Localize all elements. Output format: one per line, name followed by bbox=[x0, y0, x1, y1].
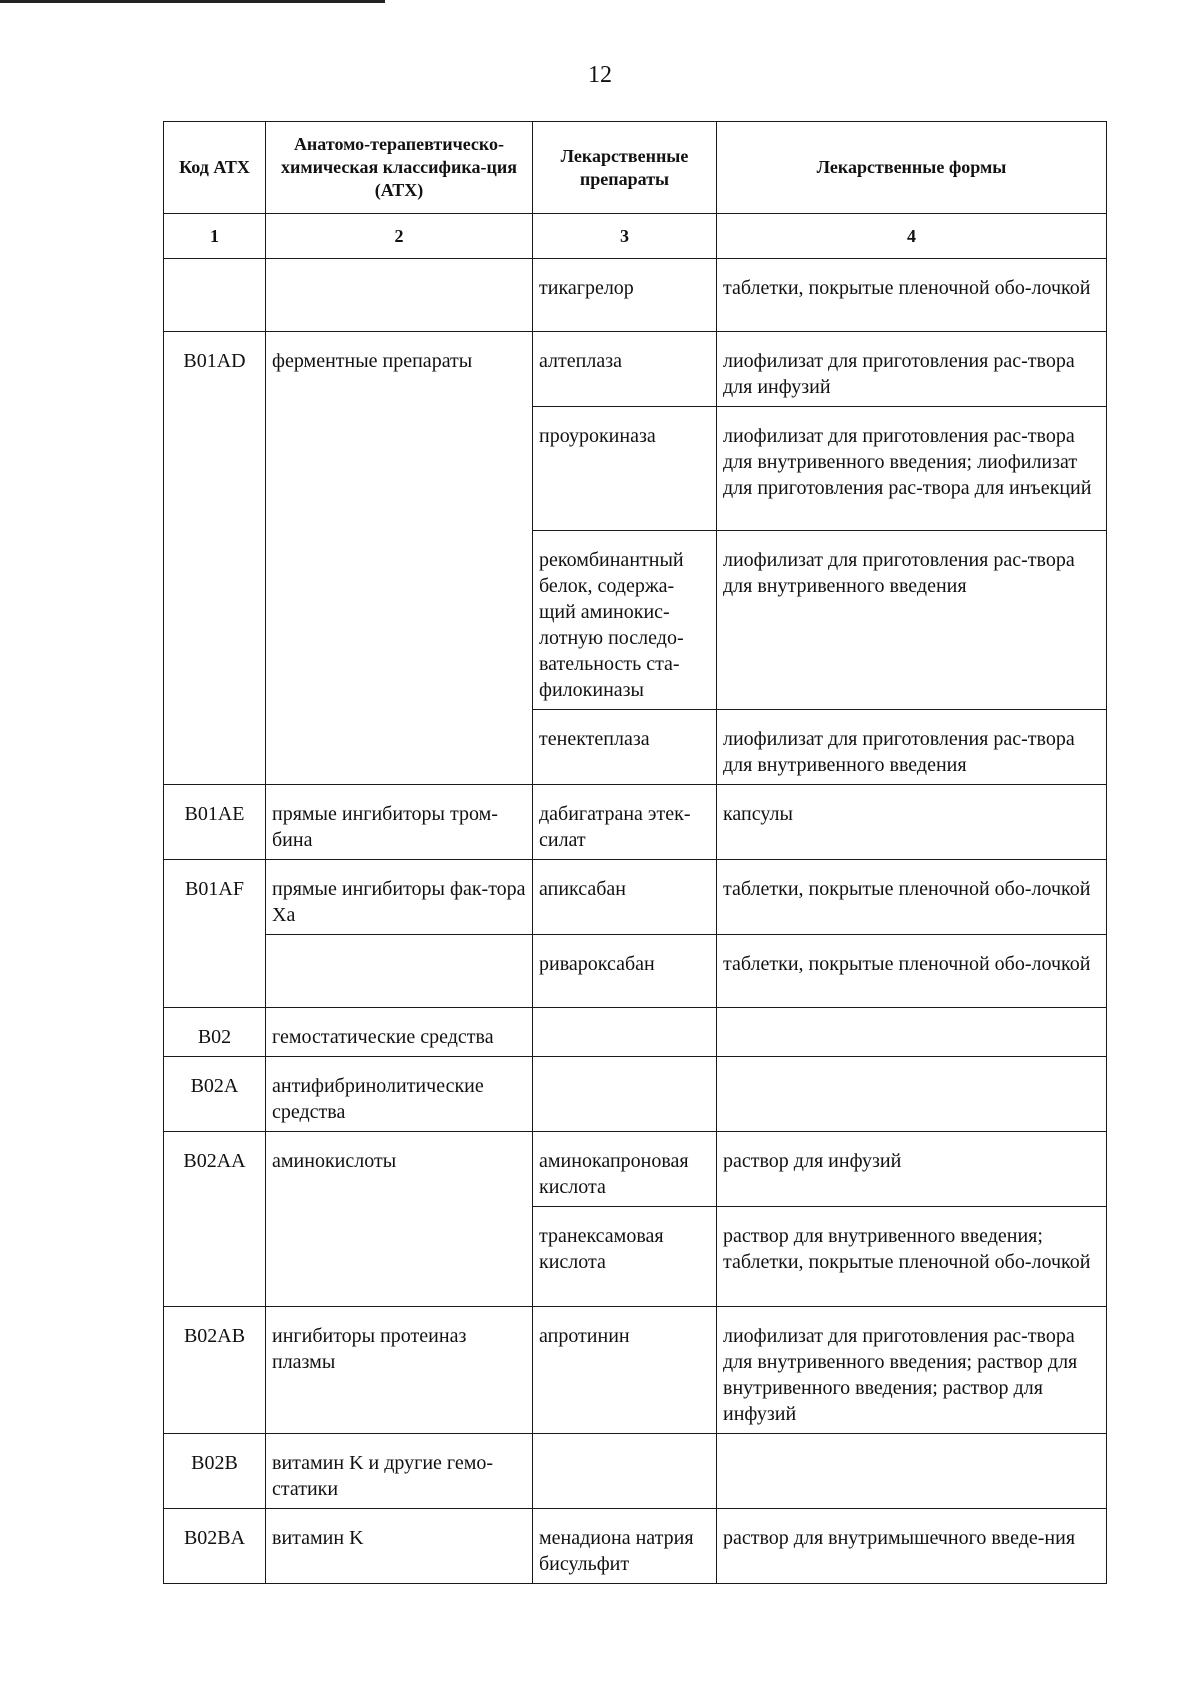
table-row bbox=[164, 1434, 1107, 1509]
form-cell: лиофилизат для приготовления рас-твора для инфузий bbox=[717, 332, 1107, 407]
drug-cell: апиксабан bbox=[533, 860, 717, 935]
page-number: 12 bbox=[588, 62, 612, 88]
class-cell: аминокислоты bbox=[266, 1132, 533, 1307]
drug-cell: аминокапроновая кислота bbox=[533, 1132, 717, 1207]
code-cell: B02AB bbox=[164, 1307, 266, 1434]
form-cell bbox=[717, 1008, 1107, 1057]
class-cell: антифибринолитические средства bbox=[266, 1057, 533, 1132]
drug-cell: тикагрелор bbox=[533, 259, 717, 332]
form-cell: лиофилизат для приготовления рас-твора для внутривенного введения; раствор для внутривенного введения; раствор для инфузий bbox=[717, 1307, 1107, 1434]
class-cell: ферментные препараты bbox=[266, 332, 533, 785]
code-cell bbox=[164, 259, 266, 332]
table-row bbox=[164, 259, 1107, 332]
header-classification: Анатомо-терапевтическо-химическая классифика-ция (АТХ) bbox=[266, 122, 533, 214]
header-row bbox=[164, 122, 1107, 214]
form-cell: раствор для инфузий bbox=[717, 1132, 1107, 1207]
form-cell: лиофилизат для приготовления рас-твора для внутривенного введения bbox=[717, 531, 1107, 710]
drug-cell: ривароксабан bbox=[533, 935, 717, 1008]
code-cell: B02AA bbox=[164, 1132, 266, 1307]
code-cell: B02 bbox=[164, 1008, 266, 1057]
table-row bbox=[164, 785, 1107, 860]
table-row bbox=[164, 1132, 1107, 1207]
class-cell: ингибиторы протеиназ плазмы bbox=[266, 1307, 533, 1434]
code-cell: B01AF bbox=[164, 860, 266, 1008]
drug-cell: транексамовая кислота bbox=[533, 1207, 717, 1307]
class-cell bbox=[266, 935, 533, 1008]
drug-cell: алтеплаза bbox=[533, 332, 717, 407]
class-cell: витамин K и другие гемо-статики bbox=[266, 1434, 533, 1509]
drug-cell bbox=[533, 1057, 717, 1132]
code-cell: B02B bbox=[164, 1434, 266, 1509]
column-number: 1 bbox=[164, 214, 266, 259]
code-cell: B01AE bbox=[164, 785, 266, 860]
top-rule bbox=[0, 0, 385, 3]
code-cell: B01AD bbox=[164, 332, 266, 785]
class-cell: витамин K bbox=[266, 1509, 533, 1584]
table-row bbox=[164, 1008, 1107, 1057]
code-cell: B02BA bbox=[164, 1509, 266, 1584]
header-forms: Лекарственные формы bbox=[717, 122, 1107, 214]
drug-cell bbox=[533, 1008, 717, 1057]
form-cell: таблетки, покрытые пленочной обо-лочкой bbox=[717, 935, 1107, 1008]
table-row bbox=[164, 1307, 1107, 1434]
form-cell: раствор для внутривенного введения; таблетки, покрытые пленочной обо-лочкой bbox=[717, 1207, 1107, 1307]
column-number: 3 bbox=[533, 214, 717, 259]
form-cell bbox=[717, 1434, 1107, 1509]
form-cell: таблетки, покрытые пленочной обо-лочкой bbox=[717, 860, 1107, 935]
drug-cell: рекомбинантный белок, содержа-щий аминокис-лотную последо-вательность ста-филокиназы bbox=[533, 531, 717, 710]
drug-cell: тенектеплаза bbox=[533, 710, 717, 785]
table-row bbox=[164, 1057, 1107, 1132]
drug-cell: дабигатрана этек-силат bbox=[533, 785, 717, 860]
table-row bbox=[164, 860, 1107, 935]
column-number: 2 bbox=[266, 214, 533, 259]
class-cell: прямые ингибиторы фак-тора Xa bbox=[266, 860, 533, 935]
class-cell bbox=[266, 259, 533, 332]
form-cell bbox=[717, 1057, 1107, 1132]
code-cell: B02A bbox=[164, 1057, 266, 1132]
drug-cell bbox=[533, 1434, 717, 1509]
drug-cell: менадиона натрия бисульфит bbox=[533, 1509, 717, 1584]
header-drugs: Лекарственные препараты bbox=[533, 122, 717, 214]
table-row bbox=[164, 935, 1107, 1008]
table-row bbox=[164, 1509, 1107, 1584]
form-cell: капсулы bbox=[717, 785, 1107, 860]
class-cell: прямые ингибиторы тром-бина bbox=[266, 785, 533, 860]
form-cell: лиофилизат для приготовления рас-твора для внутривенного введения bbox=[717, 710, 1107, 785]
form-cell: раствор для внутримышечного введе-ния bbox=[717, 1509, 1107, 1584]
class-cell: гемостатические средства bbox=[266, 1008, 533, 1057]
table-row bbox=[164, 332, 1107, 407]
form-cell: лиофилизат для приготовления рас-твора для внутривенного введения; лиофилизат для приготовления рас-твора для инъекций bbox=[717, 407, 1107, 531]
column-number-row bbox=[164, 214, 1107, 259]
atx-table bbox=[163, 121, 1107, 1584]
header-code: Код АТХ bbox=[164, 122, 266, 214]
drug-cell: апротинин bbox=[533, 1307, 717, 1434]
form-cell: таблетки, покрытые пленочной обо-лочкой bbox=[717, 259, 1107, 332]
drug-cell: проурокиназа bbox=[533, 407, 717, 531]
column-number: 4 bbox=[717, 214, 1107, 259]
